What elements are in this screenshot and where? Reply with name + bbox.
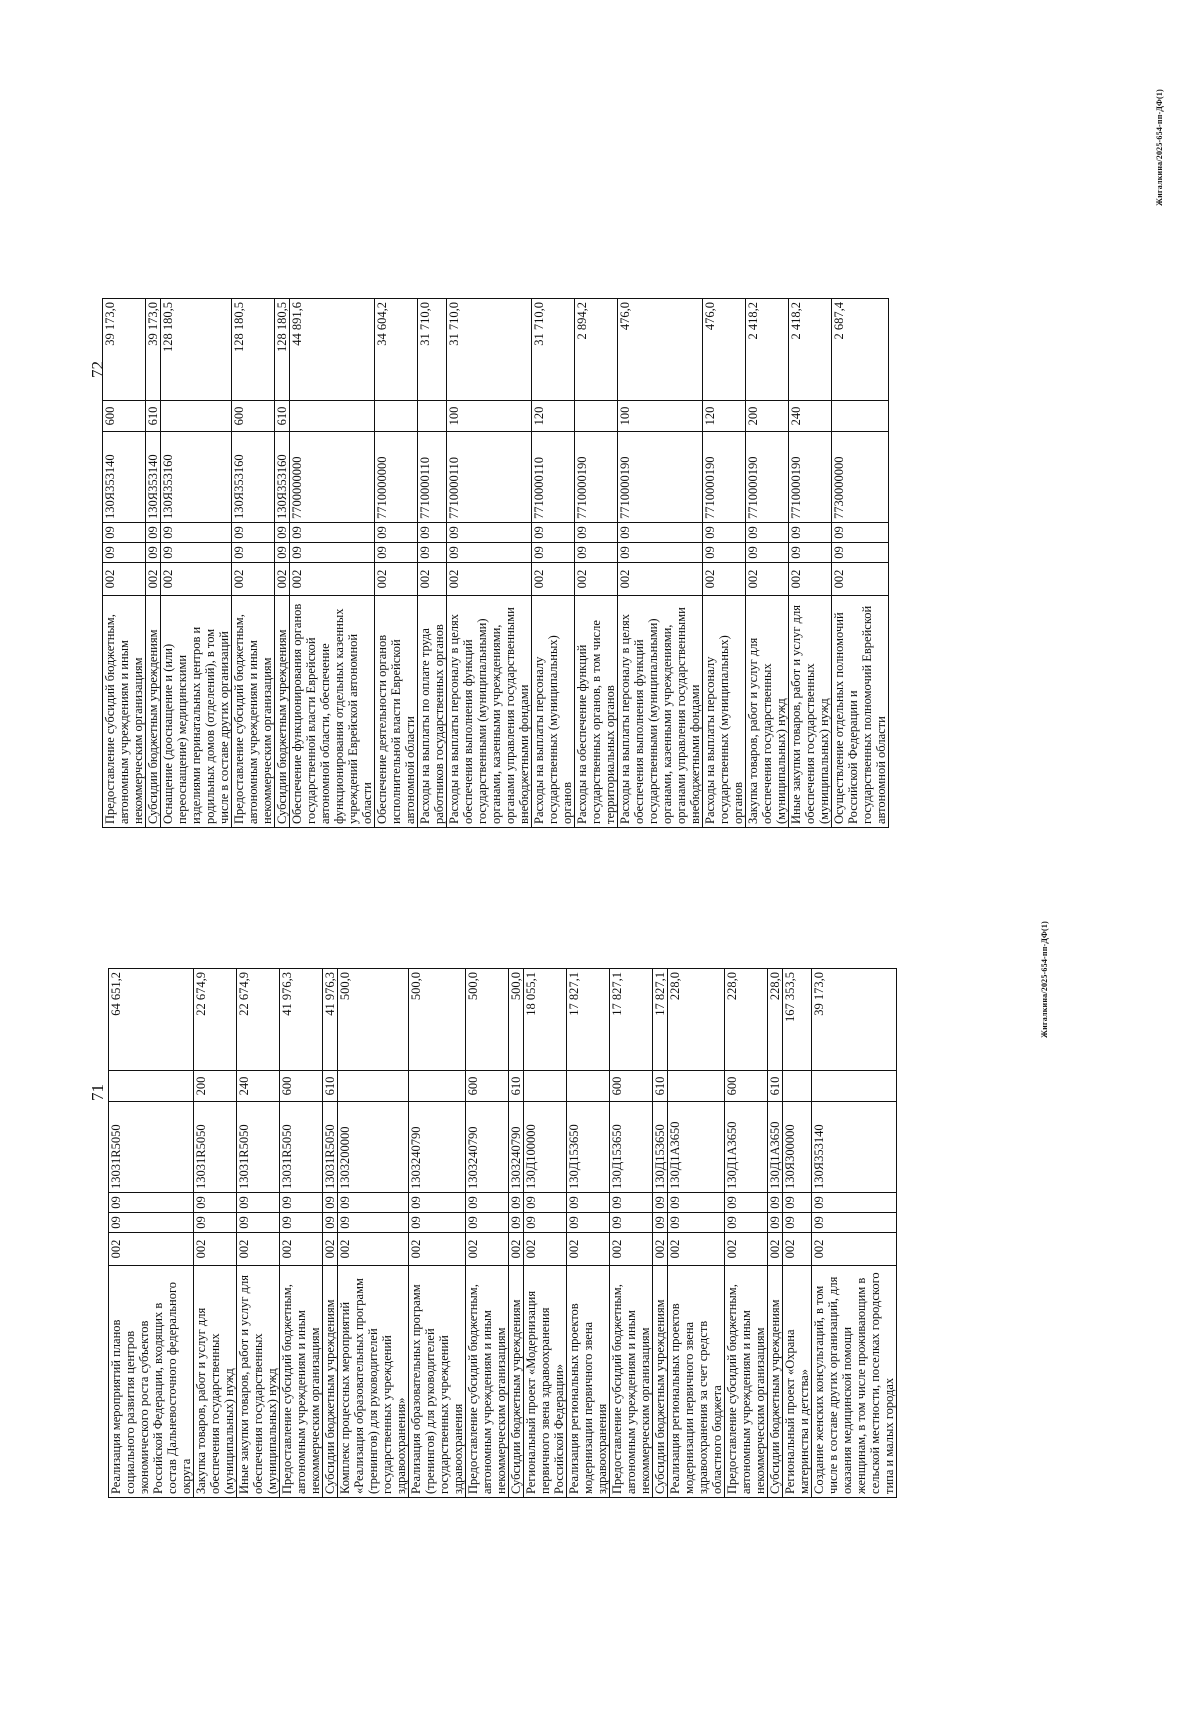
row-description: Субсидии бюджетным учреждениям [275, 596, 290, 828]
glava-code: 002 [524, 1233, 567, 1266]
target-article-code: 1303240790 [509, 1102, 524, 1193]
glava-code: 002 [668, 1233, 725, 1266]
section-code: 09 [275, 543, 290, 563]
expense-type-code: 600 [466, 1071, 509, 1102]
row-description: Региональный проект «Модернизация первичного звена здравоохранения Российской Федерации» [524, 1266, 567, 1498]
row-description: Реализация мероприятий планов социального развития центров экономического роста субъектов Российской Федерации, входящих в состав Дальневосточного федерального округа [109, 1266, 194, 1498]
expense-type-code [575, 401, 618, 432]
target-article-code: 13031R5050 [194, 1102, 237, 1193]
subsection-code: 09 [668, 1193, 725, 1213]
target-article-code: 130Я353160 [161, 432, 232, 523]
expense-type-code [567, 1071, 610, 1102]
expense-type-code [832, 401, 889, 432]
row-description: Реализация образовательных программ (тренингов) для руководителей государственных учреждений здравоохранения [409, 1266, 466, 1498]
subsection-code: 09 [290, 523, 375, 543]
target-article-code: 13031R5050 [109, 1102, 194, 1193]
section-code: 09 [103, 543, 146, 563]
subsection-code: 09 [237, 1193, 280, 1213]
amount: 500,0 [338, 969, 409, 1071]
target-article-code: 7710000000 [375, 432, 418, 523]
amount: 2 894,2 [575, 299, 618, 401]
target-article-code: 7710000110 [447, 432, 532, 523]
section-code: 09 [375, 543, 418, 563]
glava-code: 002 [161, 563, 232, 596]
budget-table [108, 968, 897, 1498]
row-description: Оснащение (дооснащение и (или) переоснащение) медицинскими изделиями перинатальных центров и родильных домов (отделений), в том числе в составе других организаций [161, 596, 232, 828]
target-article-code: 130Д153650 [567, 1102, 610, 1193]
row-description: Региональный проект «Охрана материнства и детства» [783, 1266, 812, 1498]
table-row [323, 969, 338, 1498]
row-description: Обеспечение деятельности органов исполнительной власти Еврейской автономной области [375, 596, 418, 828]
amount: 39 173,0 [812, 969, 897, 1071]
row-description: Осуществление отдельных полномочий Российской Федерации и государственных полномочий Еврейской автономной области [832, 596, 889, 828]
budget-table-body [103, 299, 889, 828]
expense-type-code: 240 [789, 401, 832, 432]
expense-type-code: 100 [618, 401, 703, 432]
section-code: 09 [280, 1213, 323, 1233]
amount: 228,0 [725, 969, 768, 1071]
target-article-code: 130Д100000 [524, 1102, 567, 1193]
budget-table [102, 298, 889, 828]
target-article-code: 1303200000 [338, 1102, 409, 1193]
subsection-code: 09 [653, 1193, 668, 1213]
expense-type-code: 240 [237, 1071, 280, 1102]
expense-type-code [409, 1071, 466, 1102]
section-code: 09 [418, 543, 447, 563]
page-number: 72 [88, 361, 107, 378]
section-code: 09 [524, 1213, 567, 1233]
table-row [103, 299, 146, 828]
page-number: 71 [88, 1084, 107, 1101]
subsection-code: 09 [161, 523, 232, 543]
glava-code: 002 [237, 1233, 280, 1266]
glava-code: 002 [375, 563, 418, 596]
amount: 34 604,2 [375, 299, 418, 401]
subsection-code: 09 [610, 1193, 653, 1213]
amount: 500,0 [509, 969, 524, 1071]
amount: 18 055,1 [524, 969, 567, 1071]
expense-type-code: 610 [768, 1071, 783, 1102]
subsection-code: 09 [146, 523, 161, 543]
expense-type-code [418, 401, 447, 432]
section-code: 09 [668, 1213, 725, 1233]
subsection-code: 09 [194, 1193, 237, 1213]
expense-type-code [290, 401, 375, 432]
expense-type-code: 200 [746, 401, 789, 432]
table-row [237, 969, 280, 1498]
glava-code: 002 [323, 1233, 338, 1266]
table-row [567, 969, 610, 1498]
row-description: Предоставление субсидий бюджетным, автономным учреждениям и иным некоммерческим организациям [103, 596, 146, 828]
amount: 2 687,4 [832, 299, 889, 401]
glava-code: 002 [812, 1233, 897, 1266]
section-code: 09 [610, 1213, 653, 1233]
table-row [725, 969, 768, 1498]
row-description: Расходы на выплаты персоналу государственных (муниципальных) органов [703, 596, 746, 828]
section-code: 09 [146, 543, 161, 563]
target-article-code: 7710000110 [532, 432, 575, 523]
amount: 41 976,3 [280, 969, 323, 1071]
row-description: Иные закупки товаров, работ и услуг для обеспечения государственных (муниципальных) нужд [237, 1266, 280, 1498]
subsection-code: 09 [524, 1193, 567, 1213]
amount: 128 180,5 [161, 299, 232, 401]
table-row [789, 299, 832, 828]
target-article-code: 13031R5050 [280, 1102, 323, 1193]
table-row [232, 299, 275, 828]
glava-code: 002 [109, 1233, 194, 1266]
subsection-code: 09 [812, 1193, 897, 1213]
budget-table-body [109, 969, 897, 1498]
subsection-code: 09 [618, 523, 703, 543]
target-article-code: 1303240790 [409, 1102, 466, 1193]
section-code: 09 [618, 543, 703, 563]
target-article-code: 7700000000 [290, 432, 375, 523]
subsection-code: 09 [575, 523, 618, 543]
target-article-code: 130Я353160 [232, 432, 275, 523]
subsection-code: 09 [323, 1193, 338, 1213]
amount: 41 976,3 [323, 969, 338, 1071]
section-code: 09 [323, 1213, 338, 1233]
expense-type-code: 610 [653, 1071, 668, 1102]
page-72 [0, 0, 1200, 856]
section-code: 09 [194, 1213, 237, 1233]
table-row [575, 299, 618, 828]
table-row [194, 969, 237, 1498]
section-code: 09 [466, 1213, 509, 1233]
amount: 44 891,6 [290, 299, 375, 401]
target-article-code: 130Д153650 [653, 1102, 668, 1193]
section-code: 09 [109, 1213, 194, 1233]
amount: 500,0 [409, 969, 466, 1071]
glava-code: 002 [280, 1233, 323, 1266]
table-row [290, 299, 375, 828]
subsection-code: 09 [466, 1193, 509, 1213]
amount: 2 418,2 [746, 299, 789, 401]
subsection-code: 09 [280, 1193, 323, 1213]
glava-code: 002 [703, 563, 746, 596]
section-code: 09 [746, 543, 789, 563]
subsection-code: 09 [418, 523, 447, 543]
section-code: 09 [509, 1213, 524, 1233]
section-code: 09 [812, 1213, 897, 1233]
row-description: Субсидии бюджетным учреждениям [768, 1266, 783, 1498]
section-code: 09 [290, 543, 375, 563]
amount: 476,0 [618, 299, 703, 401]
amount: 22 674,9 [194, 969, 237, 1071]
expense-type-code [375, 401, 418, 432]
section-code: 09 [338, 1213, 409, 1233]
row-description: Предоставление субсидий бюджетным, автономным учреждениям и иным некоммерческим организациям [232, 596, 275, 828]
section-code: 09 [768, 1213, 783, 1233]
row-description: Предоставление субсидий бюджетным, автономным учреждениям и иным некоммерческим организациям [466, 1266, 509, 1498]
row-description: Предоставление субсидий бюджетным, автономным учреждениям и иным некоммерческим организациям [725, 1266, 768, 1498]
glava-code: 002 [610, 1233, 653, 1266]
target-article-code: 130Я353140 [812, 1102, 897, 1193]
table-row [418, 299, 447, 828]
row-description: Закупка товаров, работ и услуг для обеспечения государственных (муниципальных) нужд [194, 1266, 237, 1498]
glava-code: 002 [509, 1233, 524, 1266]
target-article-code: 130Я353160 [275, 432, 290, 523]
target-article-code: 7710000190 [746, 432, 789, 523]
row-description: Реализация региональных проектов модернизации первичного звена здравоохранения за счет средств областного бюджета [668, 1266, 725, 1498]
target-article-code: 1303240790 [466, 1102, 509, 1193]
row-description: Расходы на выплаты персоналу в целях обеспечения выполнения функций государственными (муниципальными) органами, казенными учреждениями, органами управления государственными внебюджетными фондами [447, 596, 532, 828]
glava-code: 002 [447, 563, 532, 596]
expense-type-code: 100 [447, 401, 532, 432]
amount: 476,0 [703, 299, 746, 401]
glava-code: 002 [783, 1233, 812, 1266]
table-row [409, 969, 466, 1498]
section-code: 09 [567, 1213, 610, 1233]
target-article-code: 13031R5050 [237, 1102, 280, 1193]
table-row [509, 969, 524, 1498]
glava-code: 002 [768, 1233, 783, 1266]
amount: 39 173,0 [103, 299, 146, 401]
glava-code: 002 [232, 563, 275, 596]
subsection-code: 09 [338, 1193, 409, 1213]
page-71 [0, 857, 1200, 1713]
page-footer: Жигалкина/2025-654-пп-ДФ(1) [1155, 89, 1164, 206]
target-article-code: 130Я353140 [146, 432, 161, 523]
subsection-code: 09 [832, 523, 889, 543]
target-article-code: 13031R5050 [323, 1102, 338, 1193]
expense-type-code: 120 [703, 401, 746, 432]
table-row [275, 299, 290, 828]
table-row [703, 299, 746, 828]
section-code: 09 [232, 543, 275, 563]
row-description: Иные закупки товаров, работ и услуг для обеспечения государственных (муниципальных) нужд [789, 596, 832, 828]
row-description: Субсидии бюджетным учреждениям [146, 596, 161, 828]
amount: 128 180,5 [232, 299, 275, 401]
expense-type-code [783, 1071, 812, 1102]
section-code: 09 [789, 543, 832, 563]
table-row [109, 969, 194, 1498]
subsection-code: 09 [703, 523, 746, 543]
table-row [668, 969, 725, 1498]
amount: 167 353,5 [783, 969, 812, 1071]
target-article-code: 7710000190 [703, 432, 746, 523]
section-code: 09 [237, 1213, 280, 1233]
amount: 500,0 [466, 969, 509, 1071]
table-row [832, 299, 889, 828]
section-code: 09 [575, 543, 618, 563]
amount: 64 651,2 [109, 969, 194, 1071]
table-row [375, 299, 418, 828]
expense-type-code: 600 [725, 1071, 768, 1102]
amount: 2 418,2 [789, 299, 832, 401]
row-description: Комплекс процессных мероприятий «Реализация образовательных программ (тренингов) для руководителей государственных учреждений здравоохранения» [338, 1266, 409, 1498]
expense-type-code [161, 401, 232, 432]
glava-code: 002 [418, 563, 447, 596]
subsection-code: 09 [275, 523, 290, 543]
subsection-code: 09 [232, 523, 275, 543]
section-code: 09 [725, 1213, 768, 1233]
row-description: Субсидии бюджетным учреждениям [509, 1266, 524, 1498]
glava-code: 002 [146, 563, 161, 596]
glava-code: 002 [103, 563, 146, 596]
row-description: Обеспечение функционирования органов государственной власти Еврейской автономной области, обеспечение функционирования отдельных казенных учреждений Еврейской автономной области [290, 596, 375, 828]
glava-code: 002 [653, 1233, 668, 1266]
section-code: 09 [653, 1213, 668, 1233]
target-article-code: 130Д1А3650 [768, 1102, 783, 1193]
glava-code: 002 [338, 1233, 409, 1266]
table-row [610, 969, 653, 1498]
table-row [466, 969, 509, 1498]
amount: 17 827,1 [653, 969, 668, 1071]
table-row [338, 969, 409, 1498]
table-row [280, 969, 323, 1498]
target-article-code: 130Д1А3650 [668, 1102, 725, 1193]
expense-type-code: 600 [280, 1071, 323, 1102]
row-description: Расходы на обеспечение функций государственных органов, в том числе территориальных органов [575, 596, 618, 828]
expense-type-code [668, 1071, 725, 1102]
expense-type-code: 610 [323, 1071, 338, 1102]
table-row [768, 969, 783, 1498]
table-row [746, 299, 789, 828]
amount: 128 180,5 [275, 299, 290, 401]
table-row [618, 299, 703, 828]
row-description: Субсидии бюджетным учреждениям [323, 1266, 338, 1498]
subsection-code: 09 [746, 523, 789, 543]
expense-type-code: 610 [509, 1071, 524, 1102]
table-row [653, 969, 668, 1498]
amount: 17 827,1 [567, 969, 610, 1071]
subsection-code: 09 [375, 523, 418, 543]
glava-code: 002 [567, 1233, 610, 1266]
expense-type-code: 200 [194, 1071, 237, 1102]
expense-type-code [812, 1071, 897, 1102]
row-description: Расходы на выплаты персоналу государственных (муниципальных) органов [532, 596, 575, 828]
glava-code: 002 [789, 563, 832, 596]
amount: 31 710,0 [447, 299, 532, 401]
section-code: 09 [447, 543, 532, 563]
target-article-code: 7730000000 [832, 432, 889, 523]
row-description: Расходы на выплаты по оплате труда работников государственных органов [418, 596, 447, 828]
subsection-code: 09 [725, 1193, 768, 1213]
expense-type-code [109, 1071, 194, 1102]
glava-code: 002 [466, 1233, 509, 1266]
expense-type-code [524, 1071, 567, 1102]
amount: 31 710,0 [532, 299, 575, 401]
page-footer: Жигалкина/2025-654-пп-ДФ(1) [1040, 921, 1049, 1038]
table-row [524, 969, 567, 1498]
glava-code: 002 [532, 563, 575, 596]
subsection-code: 09 [409, 1193, 466, 1213]
table-row [783, 969, 812, 1498]
amount: 228,0 [668, 969, 725, 1071]
target-article-code: 130Я353140 [103, 432, 146, 523]
target-article-code: 130Д153650 [610, 1102, 653, 1193]
amount: 39 173,0 [146, 299, 161, 401]
expense-type-code: 600 [610, 1071, 653, 1102]
row-description: Предоставление субсидий бюджетным, автономным учреждениям и иным некоммерческим организациям [280, 1266, 323, 1498]
row-description: Предоставление субсидий бюджетным, автономным учреждениям и иным некоммерческим организациям [610, 1266, 653, 1498]
target-article-code: 7710000190 [789, 432, 832, 523]
glava-code: 002 [275, 563, 290, 596]
subsection-code: 09 [768, 1193, 783, 1213]
glava-code: 002 [746, 563, 789, 596]
target-article-code: 130Я300000 [783, 1102, 812, 1193]
target-article-code: 7710000110 [418, 432, 447, 523]
expense-type-code: 610 [275, 401, 290, 432]
subsection-code: 09 [509, 1193, 524, 1213]
amount: 31 710,0 [418, 299, 447, 401]
amount: 228,0 [768, 969, 783, 1071]
expense-type-code: 600 [232, 401, 275, 432]
subsection-code: 09 [532, 523, 575, 543]
glava-code: 002 [618, 563, 703, 596]
target-article-code: 130Д1А3650 [725, 1102, 768, 1193]
glava-code: 002 [575, 563, 618, 596]
row-description: Расходы на выплаты персоналу в целях обеспечения выполнения функций государственными (муниципальными) органами, казенными учреждениями, органами управления государственными внебюджетными фондами [618, 596, 703, 828]
glava-code: 002 [290, 563, 375, 596]
table-row [161, 299, 232, 828]
row-description: Создание женских консультаций, в том числе в составе других организаций, для оказания медицинской помощи женщинам, в том числе проживающим в сельской местности, поселках городского типа и малых городах [812, 1266, 897, 1498]
glava-code: 002 [725, 1233, 768, 1266]
table-row [812, 969, 897, 1498]
subsection-code: 09 [109, 1193, 194, 1213]
glava-code: 002 [832, 563, 889, 596]
glava-code: 002 [409, 1233, 466, 1266]
section-code: 09 [532, 543, 575, 563]
expense-type-code: 120 [532, 401, 575, 432]
target-article-code: 7710000190 [618, 432, 703, 523]
section-code: 09 [409, 1213, 466, 1233]
expense-type-code: 610 [146, 401, 161, 432]
row-description: Субсидии бюджетным учреждениям [653, 1266, 668, 1498]
subsection-code: 09 [447, 523, 532, 543]
subsection-code: 09 [567, 1193, 610, 1213]
section-code: 09 [783, 1213, 812, 1233]
table-row [532, 299, 575, 828]
section-code: 09 [832, 543, 889, 563]
amount: 17 827,1 [610, 969, 653, 1071]
section-code: 09 [703, 543, 746, 563]
row-description: Реализация региональных проектов модернизации первичного звена здравоохранения [567, 1266, 610, 1498]
glava-code: 002 [194, 1233, 237, 1266]
expense-type-code: 600 [103, 401, 146, 432]
subsection-code: 09 [103, 523, 146, 543]
row-description: Закупка товаров, работ и услуг для обеспечения государственных (муниципальных) нужд [746, 596, 789, 828]
section-code: 09 [161, 543, 232, 563]
subsection-code: 09 [789, 523, 832, 543]
amount: 22 674,9 [237, 969, 280, 1071]
target-article-code: 7710000190 [575, 432, 618, 523]
table-row [146, 299, 161, 828]
subsection-code: 09 [783, 1193, 812, 1213]
expense-type-code [338, 1071, 409, 1102]
table-row [447, 299, 532, 828]
